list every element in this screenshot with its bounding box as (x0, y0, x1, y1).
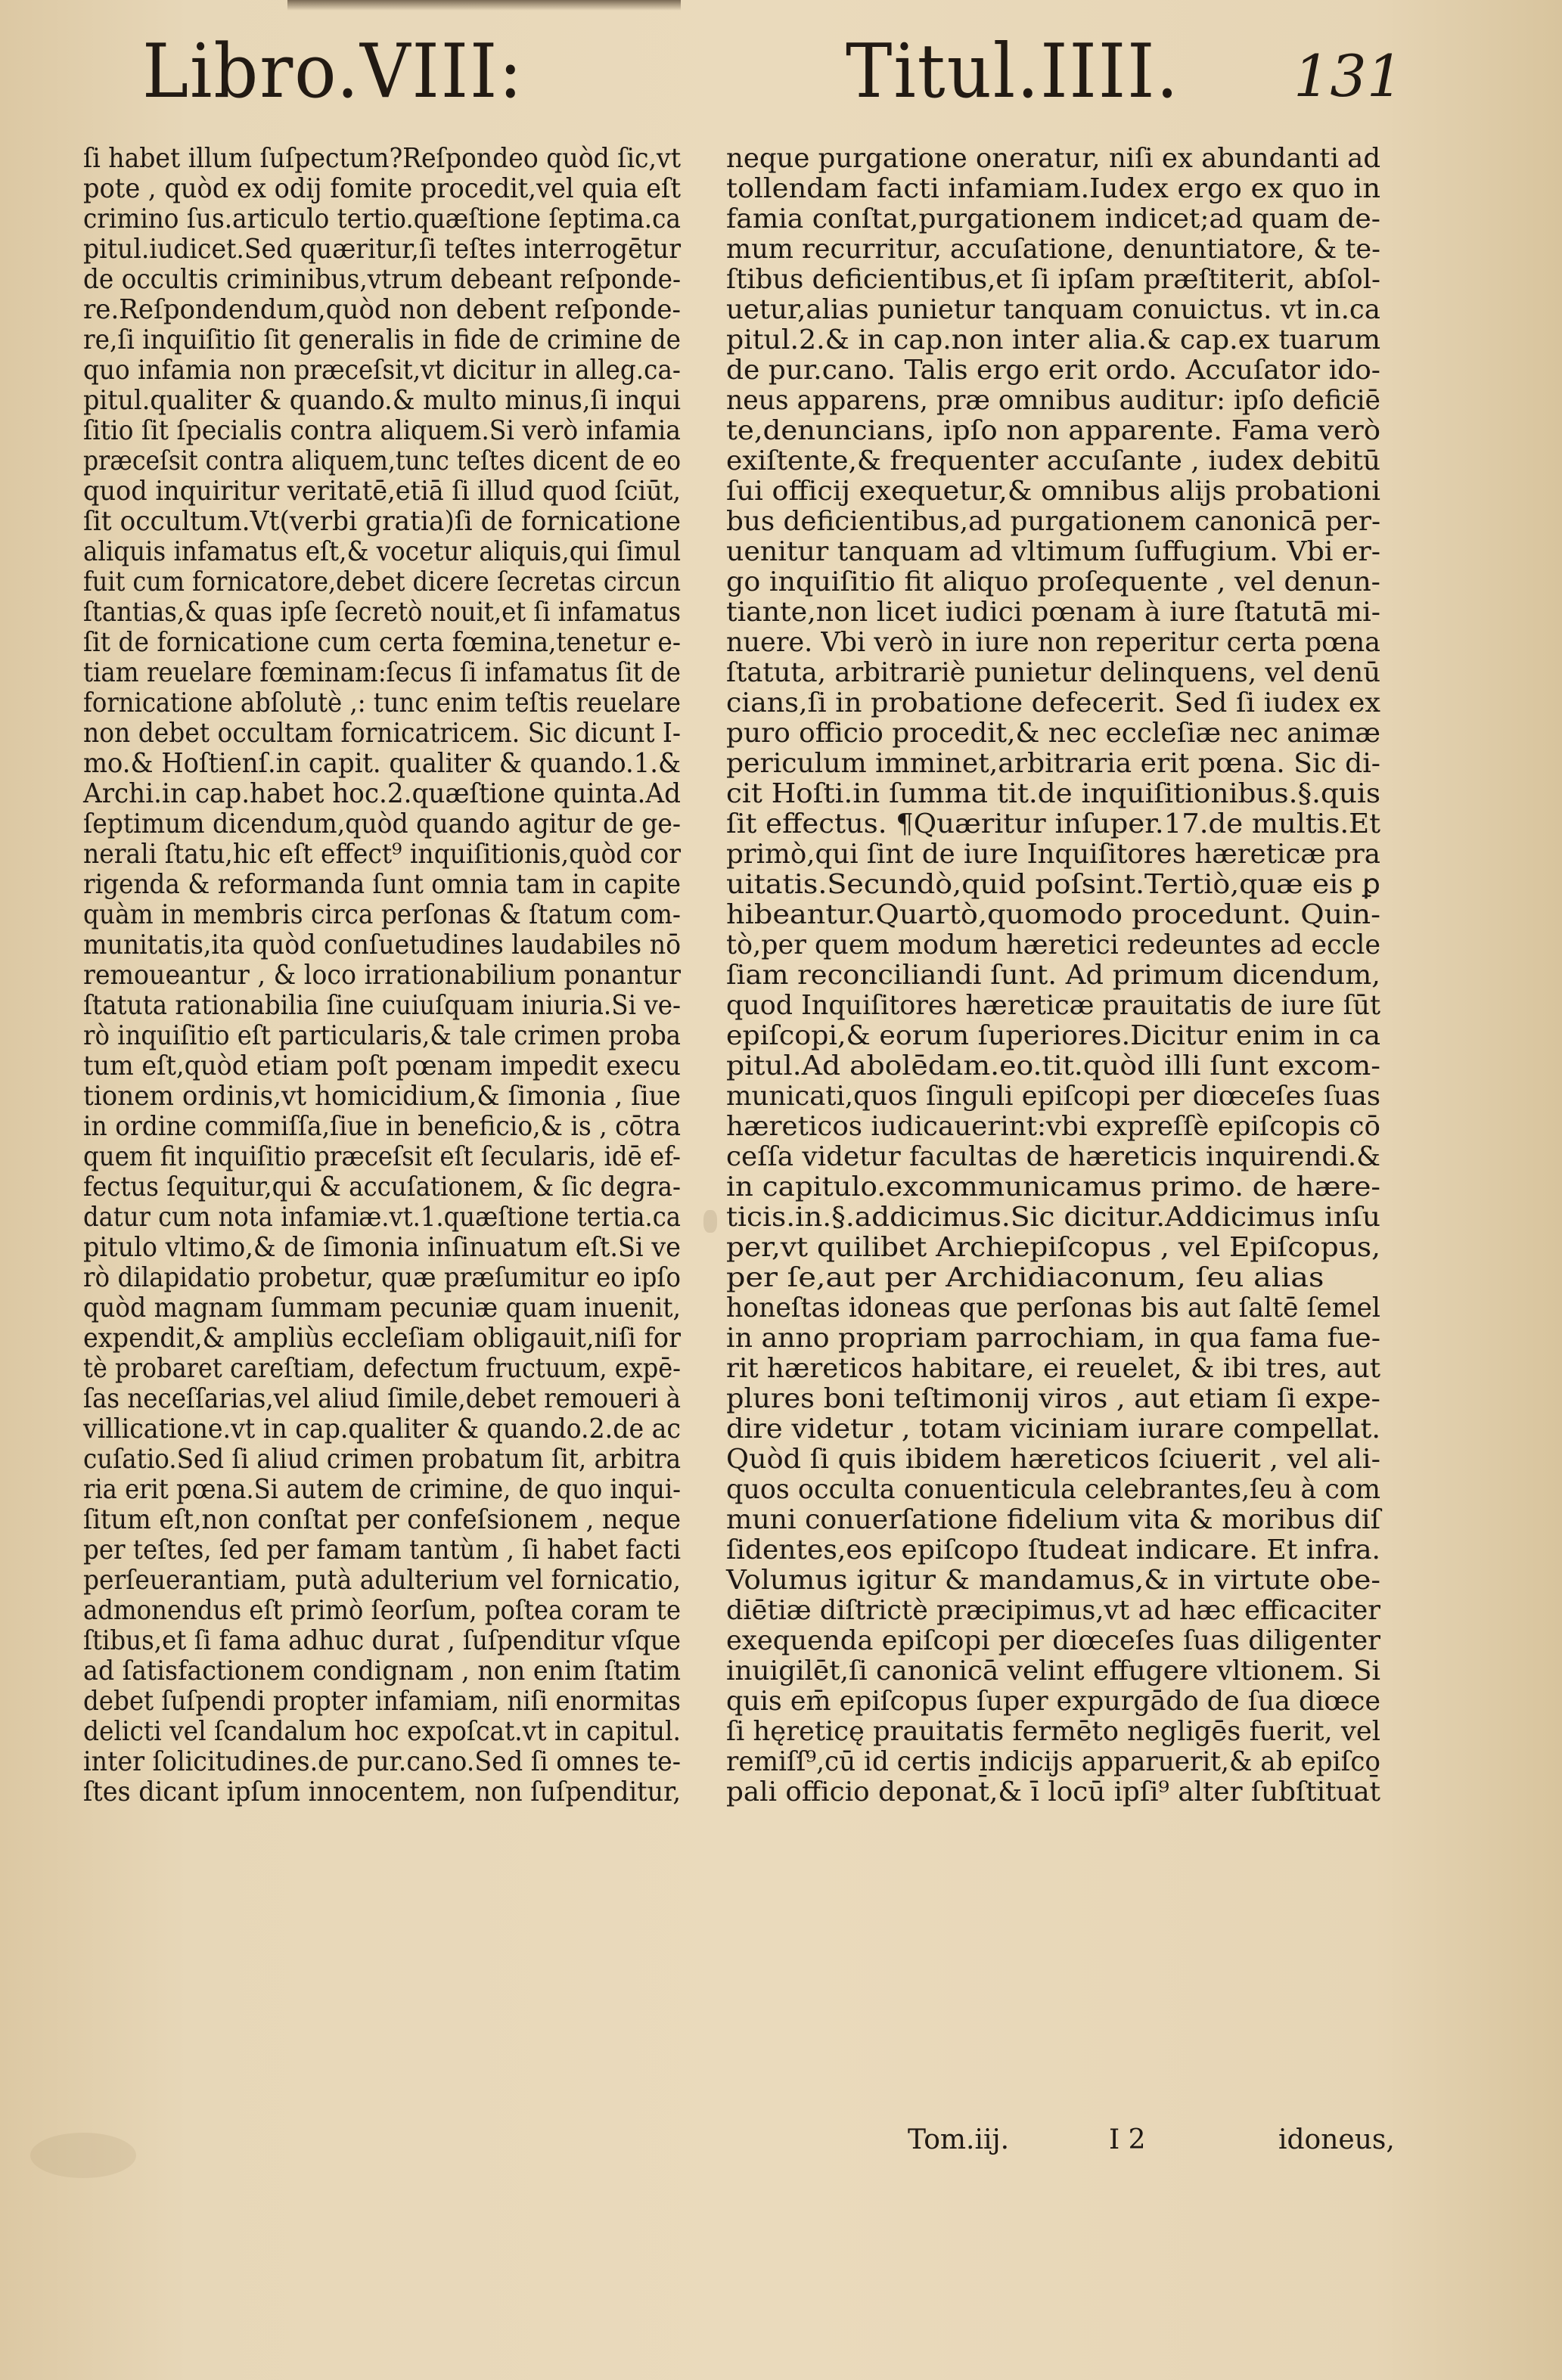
text-line: Volumus igitur & mandamus,& in virtute obe- (726, 1565, 1381, 1596)
text-line: uetur,alias punietur tanquam conuictus. vt in.ca (726, 294, 1380, 325)
text-line: hæreticos iudicauerint:vbi expreſſè epiſcopis cō (726, 1111, 1380, 1142)
text-line: go inquiſitio fit aliquo proſequente , vel denun- (726, 566, 1380, 597)
paper-stain (30, 2133, 136, 2178)
text-line: ſi hęreticę prauitatis fermēto negligēs fuerit, vel (726, 1716, 1380, 1747)
text-line: pote , quòd ex odij fomite procedit,vel quia eſt (83, 173, 682, 204)
text-line: ad ſatisfactionem condignam , non enim ſtatim (83, 1655, 681, 1686)
text-line: dire videtur , totam viciniam iurare compellat. (726, 1413, 1381, 1444)
text-line: bus deficientibus,ad purgationem canonicā per- (726, 506, 1381, 537)
text-line: fectus ſequitur,qui & accuſationem, & ſic degra- (83, 1171, 681, 1202)
text-line: datur cum nota infamiæ.vt.1.quæſtione tertia.ca (83, 1202, 682, 1233)
text-line: rò inquiſitio eſt particularis,& tale crimen proba (83, 1020, 681, 1051)
text-line: quod Inquiſitores hæreticæ prauitatis de iure ſūt (726, 990, 1380, 1021)
page-edge-shadow (287, 0, 681, 11)
text-line: villicatione.vt in cap.qualiter & quando.2.de ac (83, 1413, 682, 1444)
text-line: tiante,non licet iudici pœnam à iure ſtatutā mi- (726, 597, 1381, 628)
text-line: quod inquiritur veritatē,etiā ſi illud quod ſciūt, (83, 476, 681, 507)
text-line: diētiæ diſtrictè præcipimus,vt ad hæc efficaciter (726, 1595, 1381, 1626)
text-line: nerali ſtatu,hic eſt effect⁹ inquiſitionis,quòd cor (83, 839, 681, 870)
text-line: epiſcopi,& eorum ſuperiores.Dicitur enim in ca (726, 1020, 1380, 1051)
text-line: ſas neceſſarias,vel aliud ſimile,debet remoueri à (83, 1383, 682, 1414)
text-line: tiam reuelare fœminam:ſecus ſi infamatus ſit de (83, 657, 681, 688)
text-line: hibeantur.Quartò,quomodo procedunt. Quin- (726, 899, 1380, 930)
text-line: Quòd ſi quis ibidem hæreticos ſciuerit , vel ali- (726, 1444, 1380, 1475)
text-line: præceſsit contra aliquem,tunc teſtes dicent de eo (83, 445, 682, 476)
text-line: munitatis,ita quòd conſuetudines laudabiles nō (83, 929, 682, 960)
text-line: primò,qui ſint de iure Inquiſitores hæreticæ pra (726, 839, 1380, 870)
text-line: cians,ſi in probatione defecerit. Sed ſi iudex ex (726, 687, 1380, 718)
text-line: inuigilēt,ſi canonicā velint effugere vltionem. Si (726, 1655, 1380, 1686)
text-line: ſi habet illum ſuſpectum?Reſpondeo quòd ſic,vt (83, 143, 682, 174)
running-head-title: Titul.IIII. (846, 29, 1180, 115)
text-line: tò,per quem modum hæretici redeuntes ad eccle (726, 929, 1381, 960)
text-line: mum recurritur, accuſatione, denuntiatore, & te- (726, 234, 1380, 265)
text-line: ſiam reconciliandi ſunt. Ad primum dicendum, (726, 960, 1380, 991)
running-head-book: Libro.VIII: (142, 29, 524, 115)
text-line: ticis.in.§.addicimus.Sic dicitur.Addicimus inſu (726, 1202, 1381, 1233)
text-line: remoueantur , & loco irrationabilium ponantur (83, 960, 681, 991)
text-line: pitulo vltimo,& de ſimonia inſinuatum eſt.Si ve (83, 1232, 681, 1263)
text-line: tè probaret careſtiam, defectum fructuum, expē- (83, 1353, 681, 1384)
text-line: re.Reſpondendum,quòd non debent reſponde- (83, 294, 682, 325)
text-line: non debet occultam fornicatricem. Sic dicunt I- (83, 718, 682, 749)
text-line: tionem ordinis,vt homicidium,& ſimonia , ſiue (83, 1081, 682, 1112)
text-line: debet ſuſpendi propter infamiam, niſi enormitas (83, 1686, 681, 1717)
text-line: ſeptimum dicendum,quòd quando agitur de ge- (83, 808, 682, 839)
text-line: quos occulta conuenticula celebrantes,ſeu à com (726, 1474, 1381, 1505)
text-line: pitul.iudicet.Sed quæritur,ſi teſtes interrogētur (83, 234, 682, 265)
text-line: de occultis criminibus,vtrum debeant reſponde- (83, 264, 682, 295)
text-line: ſitio ſit ſpecialis contra aliquem.Si verò infamia (83, 415, 681, 446)
text-line: ſtatuta rationabilia ſine cuiuſquam iniuria.Si ve- (83, 990, 681, 1021)
text-line: ſtatuta, arbitrariè punietur delinquens, vel denū (726, 657, 1380, 688)
text-line: ſtantias,& quas ipſe ſecretò nouit,et ſi infamatus (83, 597, 682, 628)
text-line: pali officio deponat̄,& ī locū ipſi⁹ alter ſubſtituat̄ (726, 1776, 1381, 1807)
text-line: famia conſtat,purgationem indicet;ad quam de- (726, 203, 1381, 234)
text-line: re,ſi inquiſitio ſit generalis in fide de crimine de (83, 324, 681, 355)
text-line: Archi.in cap.habet hoc.2.quæſtione quinta.Ad (83, 778, 681, 809)
text-line: muni conuerſatione fidelium vita & moribus diſ (726, 1504, 1381, 1535)
text-line: rit hæreticos habitare, ei reuelet, & ibi tres, aut (726, 1353, 1381, 1384)
text-line: rigenda & reformanda ſunt omnia tam in capite (83, 869, 682, 900)
text-line: tollendam facti infamiam.Iudex ergo ex quo in (726, 173, 1380, 204)
signature-mark: I 2 (1109, 2124, 1146, 2155)
text-line: pitul.2.& in cap.non inter alia.& cap.ex tuarum (726, 324, 1381, 355)
text-line: te,denuncians, ipſo non apparente. Fama verò (726, 415, 1381, 446)
text-line: crimino ſus.articulo tertio.quæſtione ſeptima.ca (83, 203, 681, 234)
text-line: neus apparens, præ omnibus auditur: ipſo deficiē (726, 385, 1380, 416)
text-line: quem fit inquiſitio præceſsit eſt ſecularis, idē ef- (83, 1141, 681, 1172)
text-line: uitatis.Secundò,quid poſsint.Tertiò,quæ eis ꝑ (726, 869, 1381, 900)
text-line: ceſſa videtur facultas de hæreticis inquirendi.& (726, 1141, 1380, 1172)
text-line: aliquis infamatus eſt,& vocetur aliquis,qui ſimul (83, 536, 681, 567)
text-line: exequenda epiſcopi per diœceſes ſuas diligenter (726, 1625, 1381, 1656)
text-line: cit Hoſti.in ſumma tit.de inquiſitionibus.§.quis (726, 778, 1380, 809)
text-line: ſui officij exequetur,& omnibus alijs probationi (726, 476, 1380, 507)
text-line: quàm in membris circa perſonas & ſtatum com- (83, 899, 682, 930)
text-line: honeſtas idoneas que perſonas bis aut ſaltē ſemel (726, 1292, 1380, 1323)
text-line: quo infamia non præceſsit,vt dicitur in alleg.ca- (83, 355, 681, 386)
text-line: ſitum eſt,non conſtat per confeſsionem , neque (83, 1504, 682, 1535)
folio-number: 131 (1293, 42, 1404, 110)
text-line: ſit de fornicatione cum certa fœmina,tenetur e- (83, 627, 682, 658)
text-column-right (726, 144, 1380, 1807)
text-line: admonendus eſt primò ſeorſum, poſtea coram te (83, 1595, 682, 1626)
text-line: neque purgatione oneratur, niſi ex abundanti ad (726, 143, 1381, 174)
text-line: uenitur tanquam ad vltimum ſuffugium. Vbi er- (726, 536, 1381, 567)
text-line: ſit effectus. ¶Quæritur inſuper.17.de multis.Et (726, 808, 1381, 839)
text-line: fornicatione abſolutè ,: tunc enim teſtis reuelare (83, 687, 681, 718)
paper-stain (703, 1210, 717, 1233)
catchword: idoneus, (1278, 2124, 1395, 2155)
text-line: rò dilapidatio probetur, quæ præſumitur eo ipſo (83, 1262, 682, 1293)
signature-volume: Tom.iij. (908, 2124, 1010, 2155)
text-line: tum eſt,quòd etiam poſt pœnam impedit execu (83, 1050, 681, 1081)
text-column-left (83, 144, 681, 1807)
text-line: quòd magnam ſummam pecuniæ quam inuenit, (83, 1292, 682, 1323)
text-line: inter ſolicitudines.de pur.cano.Sed ſi omnes te- (83, 1746, 681, 1777)
text-line: ſtibus,et ſi fama adhuc durat , ſuſpenditur vſque (83, 1625, 681, 1656)
text-line: exiſtente,& frequenter accuſante , iudex debitū (726, 445, 1381, 476)
text-line: periculum imminet,arbitraria erit pœna. Sic di- (726, 748, 1380, 779)
text-line: expendit,& ampliùs eccleſiam obligauit,niſi for (83, 1323, 681, 1354)
text-line: plures boni teſtimonij viros , aut etiam ſi expe- (726, 1383, 1380, 1414)
text-line: nuere. Vbi verò in iure non reperitur certa pœna (726, 627, 1381, 658)
text-line: delicti vel ſcandalum hoc expoſcat.vt in capitul. (83, 1716, 681, 1747)
text-line: ria erit pœna.Si autem de crimine, de quo inqui- (83, 1474, 682, 1505)
text-line: de pur.cano. Talis ergo erit ordo. Accuſator ido- (726, 355, 1380, 386)
text-line: ſtes dicant ipſum innocentem, non ſuſpenditur, (83, 1776, 682, 1807)
text-line: ſidentes,eos epiſcopo ſtudeat indicare. Et infra. (726, 1534, 1381, 1565)
text-line: per,vt quilibet Archiepiſcopus , vel Epiſcopus, (726, 1232, 1380, 1263)
text-line: pitul.Ad abolēdam.eo.tit.quòd illi ſunt excom- (726, 1050, 1381, 1081)
text-line: mo.& Hoſtienſ.in capit. qualiter & quando.1.& (83, 748, 682, 779)
text-line: per teſtes, ſed per famam tantùm , ſi habet facti (83, 1534, 681, 1565)
text-line: in capitulo.excommunicamus primo. de hære- (726, 1171, 1380, 1202)
text-line: in anno propriam parrochiam, in qua fama fue- (726, 1323, 1380, 1354)
text-line: pitul.qualiter & quando.& multo minus,ſi inqui (83, 385, 681, 416)
text-line: perſeuerantiam, putà adulterium vel fornicatio, (83, 1565, 681, 1596)
text-line: in ordine commiſſa,ſiue in beneficio,& is , cōtra (83, 1111, 682, 1142)
text-line: per ſe,aut per Archidiaconum, ſeu alias (726, 1262, 1324, 1293)
text-line: ſit occultum.Vt(verbi gratia)ſi de fornicatione (83, 506, 682, 537)
text-line: cuſatio.Sed ſi aliud crimen probatum ſit, arbitra (83, 1444, 682, 1475)
text-line: quis em̄ epiſcopus ſuper expurgādo de ſua diœce (726, 1686, 1380, 1717)
text-line: municati,quos ſinguli epiſcopi per diœceſes ſuas (726, 1081, 1381, 1112)
text-line: fuit cum fornicatore,debet dicere ſecretas circun (83, 566, 682, 597)
text-line: puro officio procedit,& nec eccleſiæ nec animæ (726, 718, 1380, 749)
text-line: ſtibus deficientibus,et ſi ipſam præſtiterit, abſol- (726, 264, 1381, 295)
text-line: remiſſ⁹,cū id certis indicijs apparuerit,& ab epiſco (726, 1746, 1381, 1777)
